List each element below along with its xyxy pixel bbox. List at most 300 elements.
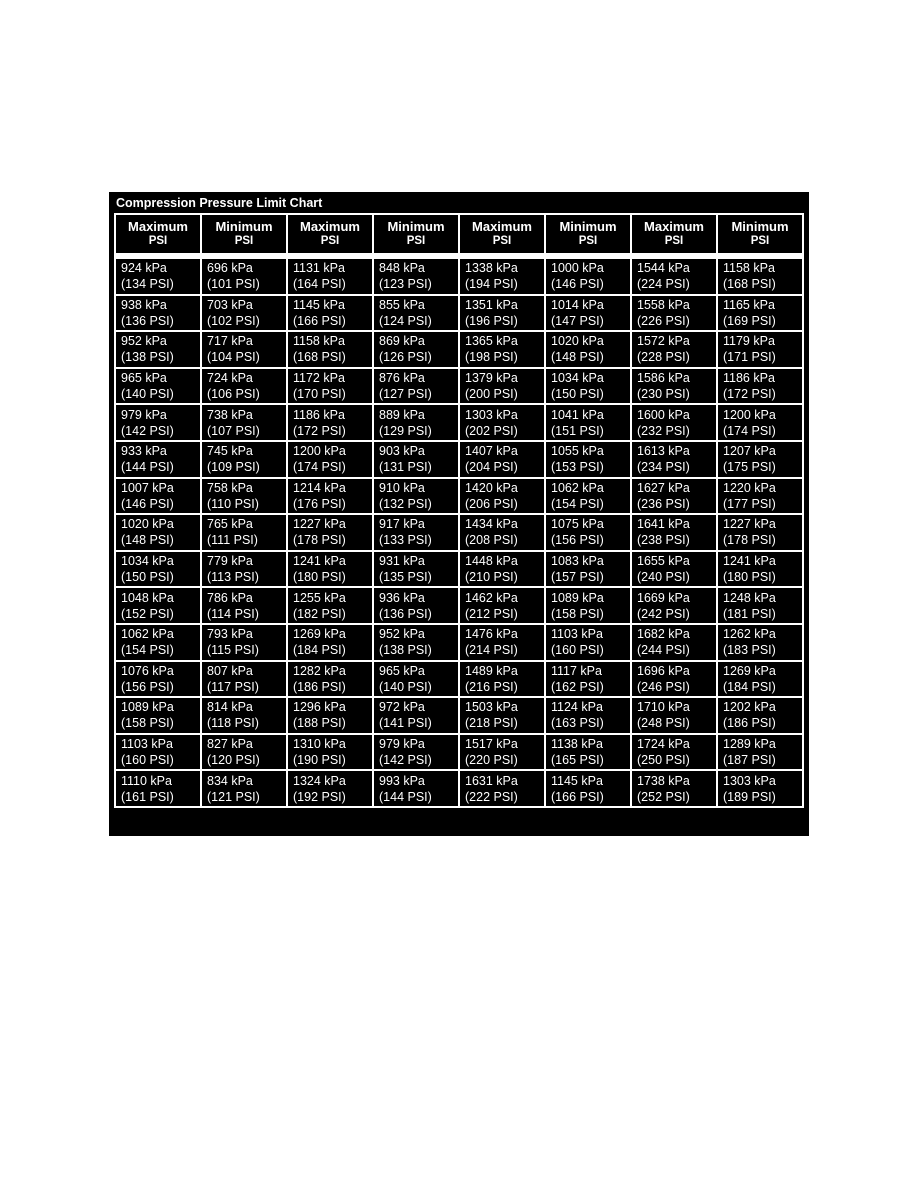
kpa-value: 1631 kPa — [465, 773, 518, 788]
table-cell — [201, 404, 287, 441]
kpa-value: 1724 kPa — [637, 737, 690, 752]
psi-value: (183 PSI) — [723, 643, 776, 658]
column-header-label: Maximum — [300, 219, 360, 234]
table-cell — [459, 624, 545, 661]
kpa-value: 1586 kPa — [637, 371, 690, 386]
psi-value: (118 PSI) — [207, 716, 259, 731]
psi-value: (140 PSI) — [121, 387, 174, 402]
kpa-value: 855 kPa — [379, 297, 425, 312]
table-cell — [459, 587, 545, 624]
column-header-label: Minimum — [559, 219, 617, 234]
kpa-value: 1062 kPa — [551, 480, 604, 495]
psi-value: (168 PSI) — [293, 350, 346, 365]
table-cell — [287, 441, 373, 478]
psi-value: (162 PSI) — [551, 679, 604, 694]
table-cell — [373, 661, 459, 698]
psi-value: (158 PSI) — [121, 716, 174, 731]
column-header — [201, 214, 287, 256]
kpa-value: 931 kPa — [379, 554, 425, 569]
kpa-value: 1738 kPa — [637, 773, 690, 788]
kpa-value: 889 kPa — [379, 407, 425, 422]
kpa-value: 1489 kPa — [465, 663, 518, 678]
table-row — [115, 441, 803, 478]
table-cell — [717, 697, 803, 734]
psi-value: (172 PSI) — [723, 387, 776, 402]
table-cell — [201, 587, 287, 624]
psi-value: (144 PSI) — [379, 789, 432, 804]
table-cell — [287, 295, 373, 332]
kpa-value: 765 kPa — [207, 517, 253, 532]
psi-value: (174 PSI) — [723, 423, 776, 438]
kpa-value: 1462 kPa — [465, 590, 518, 605]
table-cell — [717, 770, 803, 807]
psi-value: (151 PSI) — [551, 423, 604, 438]
psi-value: (154 PSI) — [121, 643, 174, 658]
table-cell — [287, 331, 373, 368]
table-cell — [545, 441, 631, 478]
table-cell — [631, 404, 717, 441]
table-cell — [373, 295, 459, 332]
table-cell — [459, 404, 545, 441]
table-cell — [459, 478, 545, 515]
table-cell — [717, 295, 803, 332]
kpa-value: 758 kPa — [207, 480, 253, 495]
table-cell — [373, 404, 459, 441]
kpa-value: 903 kPa — [379, 444, 425, 459]
table-cell — [201, 256, 287, 295]
psi-value: (161 PSI) — [121, 789, 174, 804]
kpa-value: 1241 kPa — [293, 554, 346, 569]
kpa-value: 1158 kPa — [723, 261, 775, 276]
psi-value: (220 PSI) — [465, 753, 518, 768]
table-cell — [631, 514, 717, 551]
psi-value: (107 PSI) — [207, 423, 260, 438]
table-cell — [287, 697, 373, 734]
table-cell — [373, 697, 459, 734]
kpa-value: 1669 kPa — [637, 590, 690, 605]
kpa-value: 717 kPa — [207, 334, 253, 349]
kpa-value: 1075 kPa — [551, 517, 604, 532]
table-cell — [115, 441, 201, 478]
psi-value: (142 PSI) — [121, 423, 174, 438]
kpa-value: 1351 kPa — [465, 297, 518, 312]
table-cell — [631, 734, 717, 771]
compression-chart-panel — [109, 192, 809, 836]
table-cell — [631, 587, 717, 624]
column-header-label: Minimum — [215, 219, 273, 234]
kpa-value: 1020 kPa — [121, 517, 174, 532]
kpa-value: 1145 kPa — [293, 297, 345, 312]
table-cell — [459, 256, 545, 295]
psi-value: (240 PSI) — [637, 570, 690, 585]
psi-value: (244 PSI) — [637, 643, 690, 658]
table-cell — [115, 624, 201, 661]
table-cell — [201, 734, 287, 771]
psi-value: (188 PSI) — [293, 716, 346, 731]
table-row — [115, 734, 803, 771]
kpa-value: 965 kPa — [121, 371, 167, 386]
kpa-value: 1379 kPa — [465, 371, 518, 386]
psi-value: (148 PSI) — [121, 533, 174, 548]
kpa-value: 1517 kPa — [465, 737, 518, 752]
header-row — [115, 214, 803, 256]
psi-value: (166 PSI) — [293, 313, 346, 328]
table-cell — [287, 734, 373, 771]
kpa-value: 827 kPa — [207, 737, 253, 752]
table-row — [115, 256, 803, 295]
psi-value: (222 PSI) — [465, 789, 518, 804]
kpa-value: 1282 kPa — [293, 663, 346, 678]
kpa-value: 779 kPa — [207, 554, 253, 569]
column-header-label: Minimum — [387, 219, 445, 234]
table-cell — [373, 624, 459, 661]
kpa-value: 1172 kPa — [293, 371, 345, 386]
psi-value: (132 PSI) — [379, 496, 432, 511]
psi-value: (127 PSI) — [379, 387, 432, 402]
column-header-unit: PSI — [492, 235, 512, 247]
kpa-value: 1158 kPa — [293, 334, 345, 349]
table-cell — [287, 256, 373, 295]
kpa-value: 814 kPa — [207, 700, 253, 715]
table-cell — [717, 256, 803, 295]
table-cell — [373, 256, 459, 295]
table-cell — [201, 661, 287, 698]
kpa-value: 1227 kPa — [293, 517, 346, 532]
kpa-value: 703 kPa — [207, 297, 253, 312]
table-cell — [201, 331, 287, 368]
kpa-value: 1303 kPa — [723, 773, 776, 788]
psi-value: (218 PSI) — [465, 716, 518, 731]
kpa-value: 1434 kPa — [465, 517, 518, 532]
psi-value: (226 PSI) — [637, 313, 690, 328]
table-cell — [115, 551, 201, 588]
kpa-value: 1103 kPa — [121, 737, 173, 752]
kpa-value: 972 kPa — [379, 700, 425, 715]
column-header — [459, 214, 545, 256]
kpa-value: 696 kPa — [207, 261, 253, 276]
kpa-value: 1041 kPa — [551, 407, 604, 422]
kpa-value: 1179 kPa — [723, 334, 775, 349]
kpa-value: 1696 kPa — [637, 663, 690, 678]
kpa-value: 952 kPa — [121, 334, 167, 349]
psi-value: (248 PSI) — [637, 716, 690, 731]
kpa-value: 924 kPa — [121, 261, 167, 276]
table-cell — [115, 661, 201, 698]
psi-value: (186 PSI) — [723, 716, 776, 731]
psi-value: (121 PSI) — [207, 789, 260, 804]
table-cell — [717, 551, 803, 588]
psi-value: (212 PSI) — [465, 606, 518, 621]
table-row — [115, 331, 803, 368]
psi-value: (192 PSI) — [293, 789, 346, 804]
column-header-unit: PSI — [148, 235, 168, 247]
psi-value: (126 PSI) — [379, 350, 432, 365]
table-cell — [717, 587, 803, 624]
table-cell — [287, 661, 373, 698]
table-cell — [545, 697, 631, 734]
kpa-value: 848 kPa — [379, 261, 425, 276]
kpa-value: 1000 kPa — [551, 261, 604, 276]
table-cell — [115, 770, 201, 807]
psi-value: (136 PSI) — [379, 606, 432, 621]
psi-value: (114 PSI) — [207, 606, 259, 621]
psi-value: (170 PSI) — [293, 387, 346, 402]
kpa-value: 1269 kPa — [293, 627, 346, 642]
column-header-label: Maximum — [128, 219, 188, 234]
psi-value: (138 PSI) — [379, 643, 432, 658]
psi-value: (166 PSI) — [551, 789, 604, 804]
column-header-unit: PSI — [750, 235, 770, 247]
table-cell — [287, 514, 373, 551]
table-cell — [373, 368, 459, 405]
psi-value: (129 PSI) — [379, 423, 432, 438]
kpa-value: 876 kPa — [379, 371, 425, 386]
psi-value: (196 PSI) — [465, 313, 518, 328]
psi-value: (104 PSI) — [207, 350, 260, 365]
kpa-value: 910 kPa — [379, 480, 425, 495]
column-header — [545, 214, 631, 256]
psi-value: (180 PSI) — [293, 570, 346, 585]
psi-value: (110 PSI) — [207, 496, 259, 511]
table-cell — [545, 368, 631, 405]
table-cell — [631, 770, 717, 807]
table-cell — [631, 331, 717, 368]
psi-value: (141 PSI) — [379, 716, 432, 731]
table-row — [115, 368, 803, 405]
kpa-value: 952 kPa — [379, 627, 425, 642]
table-cell — [459, 441, 545, 478]
table-cell — [545, 514, 631, 551]
kpa-value: 1241 kPa — [723, 554, 776, 569]
psi-value: (158 PSI) — [551, 606, 604, 621]
table-cell — [115, 368, 201, 405]
psi-value: (150 PSI) — [121, 570, 174, 585]
psi-value: (204 PSI) — [465, 460, 518, 475]
psi-value: (160 PSI) — [121, 753, 174, 768]
kpa-value: 1034 kPa — [551, 371, 604, 386]
table-row — [115, 478, 803, 515]
psi-value: (206 PSI) — [465, 496, 518, 511]
psi-value: (168 PSI) — [723, 277, 776, 292]
psi-value: (230 PSI) — [637, 387, 690, 402]
kpa-value: 1572 kPa — [637, 334, 690, 349]
psi-value: (176 PSI) — [293, 496, 346, 511]
kpa-value: 1227 kPa — [723, 517, 776, 532]
table-cell — [459, 368, 545, 405]
table-row — [115, 587, 803, 624]
kpa-value: 1248 kPa — [723, 590, 776, 605]
psi-value: (234 PSI) — [637, 460, 690, 475]
psi-value: (228 PSI) — [637, 350, 690, 365]
kpa-value: 1048 kPa — [121, 590, 174, 605]
psi-value: (117 PSI) — [207, 679, 259, 694]
column-header-unit: PSI — [578, 235, 598, 247]
psi-value: (177 PSI) — [723, 496, 776, 511]
psi-value: (131 PSI) — [379, 460, 432, 475]
table-row — [115, 697, 803, 734]
psi-value: (113 PSI) — [207, 570, 259, 585]
table-cell — [201, 624, 287, 661]
psi-value: (182 PSI) — [293, 606, 346, 621]
psi-value: (184 PSI) — [723, 679, 776, 694]
table-row — [115, 295, 803, 332]
table-cell — [373, 587, 459, 624]
kpa-value: 1655 kPa — [637, 554, 690, 569]
column-header-unit: PSI — [664, 235, 684, 247]
psi-value: (157 PSI) — [551, 570, 604, 585]
psi-value: (144 PSI) — [121, 460, 174, 475]
table-cell — [373, 478, 459, 515]
kpa-value: 1613 kPa — [637, 444, 690, 459]
table-cell — [545, 478, 631, 515]
table-cell — [545, 587, 631, 624]
kpa-value: 1710 kPa — [637, 700, 690, 715]
table-cell — [115, 734, 201, 771]
kpa-value: 1448 kPa — [465, 554, 518, 569]
kpa-value: 965 kPa — [379, 663, 425, 678]
kpa-value: 993 kPa — [379, 773, 425, 788]
kpa-value: 1076 kPa — [121, 663, 174, 678]
kpa-value: 1202 kPa — [723, 700, 776, 715]
table-cell — [373, 551, 459, 588]
kpa-value: 1200 kPa — [723, 407, 776, 422]
psi-value: (238 PSI) — [637, 533, 690, 548]
kpa-value: 933 kPa — [121, 444, 167, 459]
kpa-value: 1034 kPa — [121, 554, 174, 569]
kpa-value: 1124 kPa — [551, 700, 603, 715]
table-cell — [545, 624, 631, 661]
psi-value: (214 PSI) — [465, 643, 518, 658]
table-cell — [459, 551, 545, 588]
kpa-value: 745 kPa — [207, 444, 253, 459]
table-cell — [717, 404, 803, 441]
table-cell — [545, 404, 631, 441]
table-cell — [201, 441, 287, 478]
table-cell — [373, 441, 459, 478]
psi-value: (216 PSI) — [465, 679, 518, 694]
psi-value: (111 PSI) — [207, 533, 258, 548]
psi-value: (194 PSI) — [465, 277, 518, 292]
kpa-value: 1138 kPa — [551, 737, 603, 752]
table-cell — [115, 697, 201, 734]
psi-value: (169 PSI) — [723, 313, 776, 328]
table-cell — [631, 441, 717, 478]
kpa-value: 1558 kPa — [637, 297, 690, 312]
table-cell — [717, 661, 803, 698]
psi-value: (136 PSI) — [121, 313, 174, 328]
kpa-value: 807 kPa — [207, 663, 253, 678]
table-cell — [287, 478, 373, 515]
psi-value: (186 PSI) — [293, 679, 346, 694]
psi-value: (138 PSI) — [121, 350, 174, 365]
kpa-value: 979 kPa — [379, 737, 425, 752]
psi-value: (236 PSI) — [637, 496, 690, 511]
kpa-value: 1014 kPa — [551, 297, 604, 312]
psi-value: (181 PSI) — [723, 606, 776, 621]
kpa-value: 1476 kPa — [465, 627, 518, 642]
psi-value: (156 PSI) — [121, 679, 174, 694]
table-cell — [459, 734, 545, 771]
kpa-value: 917 kPa — [379, 517, 425, 532]
column-header-unit: PSI — [406, 235, 426, 247]
table-cell — [459, 661, 545, 698]
table-cell — [115, 404, 201, 441]
table-row — [115, 770, 803, 807]
psi-value: (164 PSI) — [293, 277, 346, 292]
table-cell — [201, 697, 287, 734]
table-cell — [373, 514, 459, 551]
table-cell — [287, 368, 373, 405]
table-cell — [717, 624, 803, 661]
table-cell — [287, 587, 373, 624]
table-cell — [459, 295, 545, 332]
column-header-label: Minimum — [731, 219, 789, 234]
psi-value: (165 PSI) — [551, 753, 604, 768]
column-header-unit: PSI — [234, 235, 254, 247]
psi-value: (178 PSI) — [723, 533, 776, 548]
table-cell — [631, 624, 717, 661]
column-header — [373, 214, 459, 256]
psi-value: (200 PSI) — [465, 387, 518, 402]
psi-value: (246 PSI) — [637, 679, 690, 694]
table-cell — [631, 295, 717, 332]
psi-value: (134 PSI) — [121, 277, 174, 292]
table-row — [115, 551, 803, 588]
psi-value: (178 PSI) — [293, 533, 346, 548]
table-cell — [631, 551, 717, 588]
kpa-value: 1289 kPa — [723, 737, 776, 752]
table-cell — [631, 256, 717, 295]
kpa-value: 1296 kPa — [293, 700, 346, 715]
psi-value: (208 PSI) — [465, 533, 518, 548]
table-header — [115, 214, 803, 256]
table-cell — [717, 478, 803, 515]
kpa-value: 1207 kPa — [723, 444, 776, 459]
psi-value: (101 PSI) — [207, 277, 260, 292]
table-cell — [459, 770, 545, 807]
kpa-value: 1627 kPa — [637, 480, 690, 495]
table-cell — [631, 478, 717, 515]
psi-value: (189 PSI) — [723, 789, 776, 804]
kpa-value: 1324 kPa — [293, 773, 346, 788]
table-cell — [115, 331, 201, 368]
psi-value: (109 PSI) — [207, 460, 260, 475]
kpa-value: 724 kPa — [207, 371, 253, 386]
table-cell — [201, 770, 287, 807]
kpa-value: 938 kPa — [121, 297, 167, 312]
psi-value: (102 PSI) — [207, 313, 260, 328]
psi-value: (154 PSI) — [551, 496, 604, 511]
kpa-value: 936 kPa — [379, 590, 425, 605]
psi-value: (252 PSI) — [637, 789, 690, 804]
table-cell — [717, 734, 803, 771]
psi-value: (135 PSI) — [379, 570, 432, 585]
table-cell — [717, 514, 803, 551]
table-cell — [545, 551, 631, 588]
psi-value: (152 PSI) — [121, 606, 174, 621]
psi-value: (120 PSI) — [207, 753, 260, 768]
psi-value: (153 PSI) — [551, 460, 604, 475]
kpa-value: 1186 kPa — [723, 371, 775, 386]
kpa-value: 1103 kPa — [551, 627, 603, 642]
table-cell — [115, 478, 201, 515]
psi-value: (123 PSI) — [379, 277, 432, 292]
table-cell — [459, 697, 545, 734]
table-cell — [115, 256, 201, 295]
table-cell — [545, 331, 631, 368]
column-header-label: Maximum — [472, 219, 532, 234]
table-cell — [459, 514, 545, 551]
